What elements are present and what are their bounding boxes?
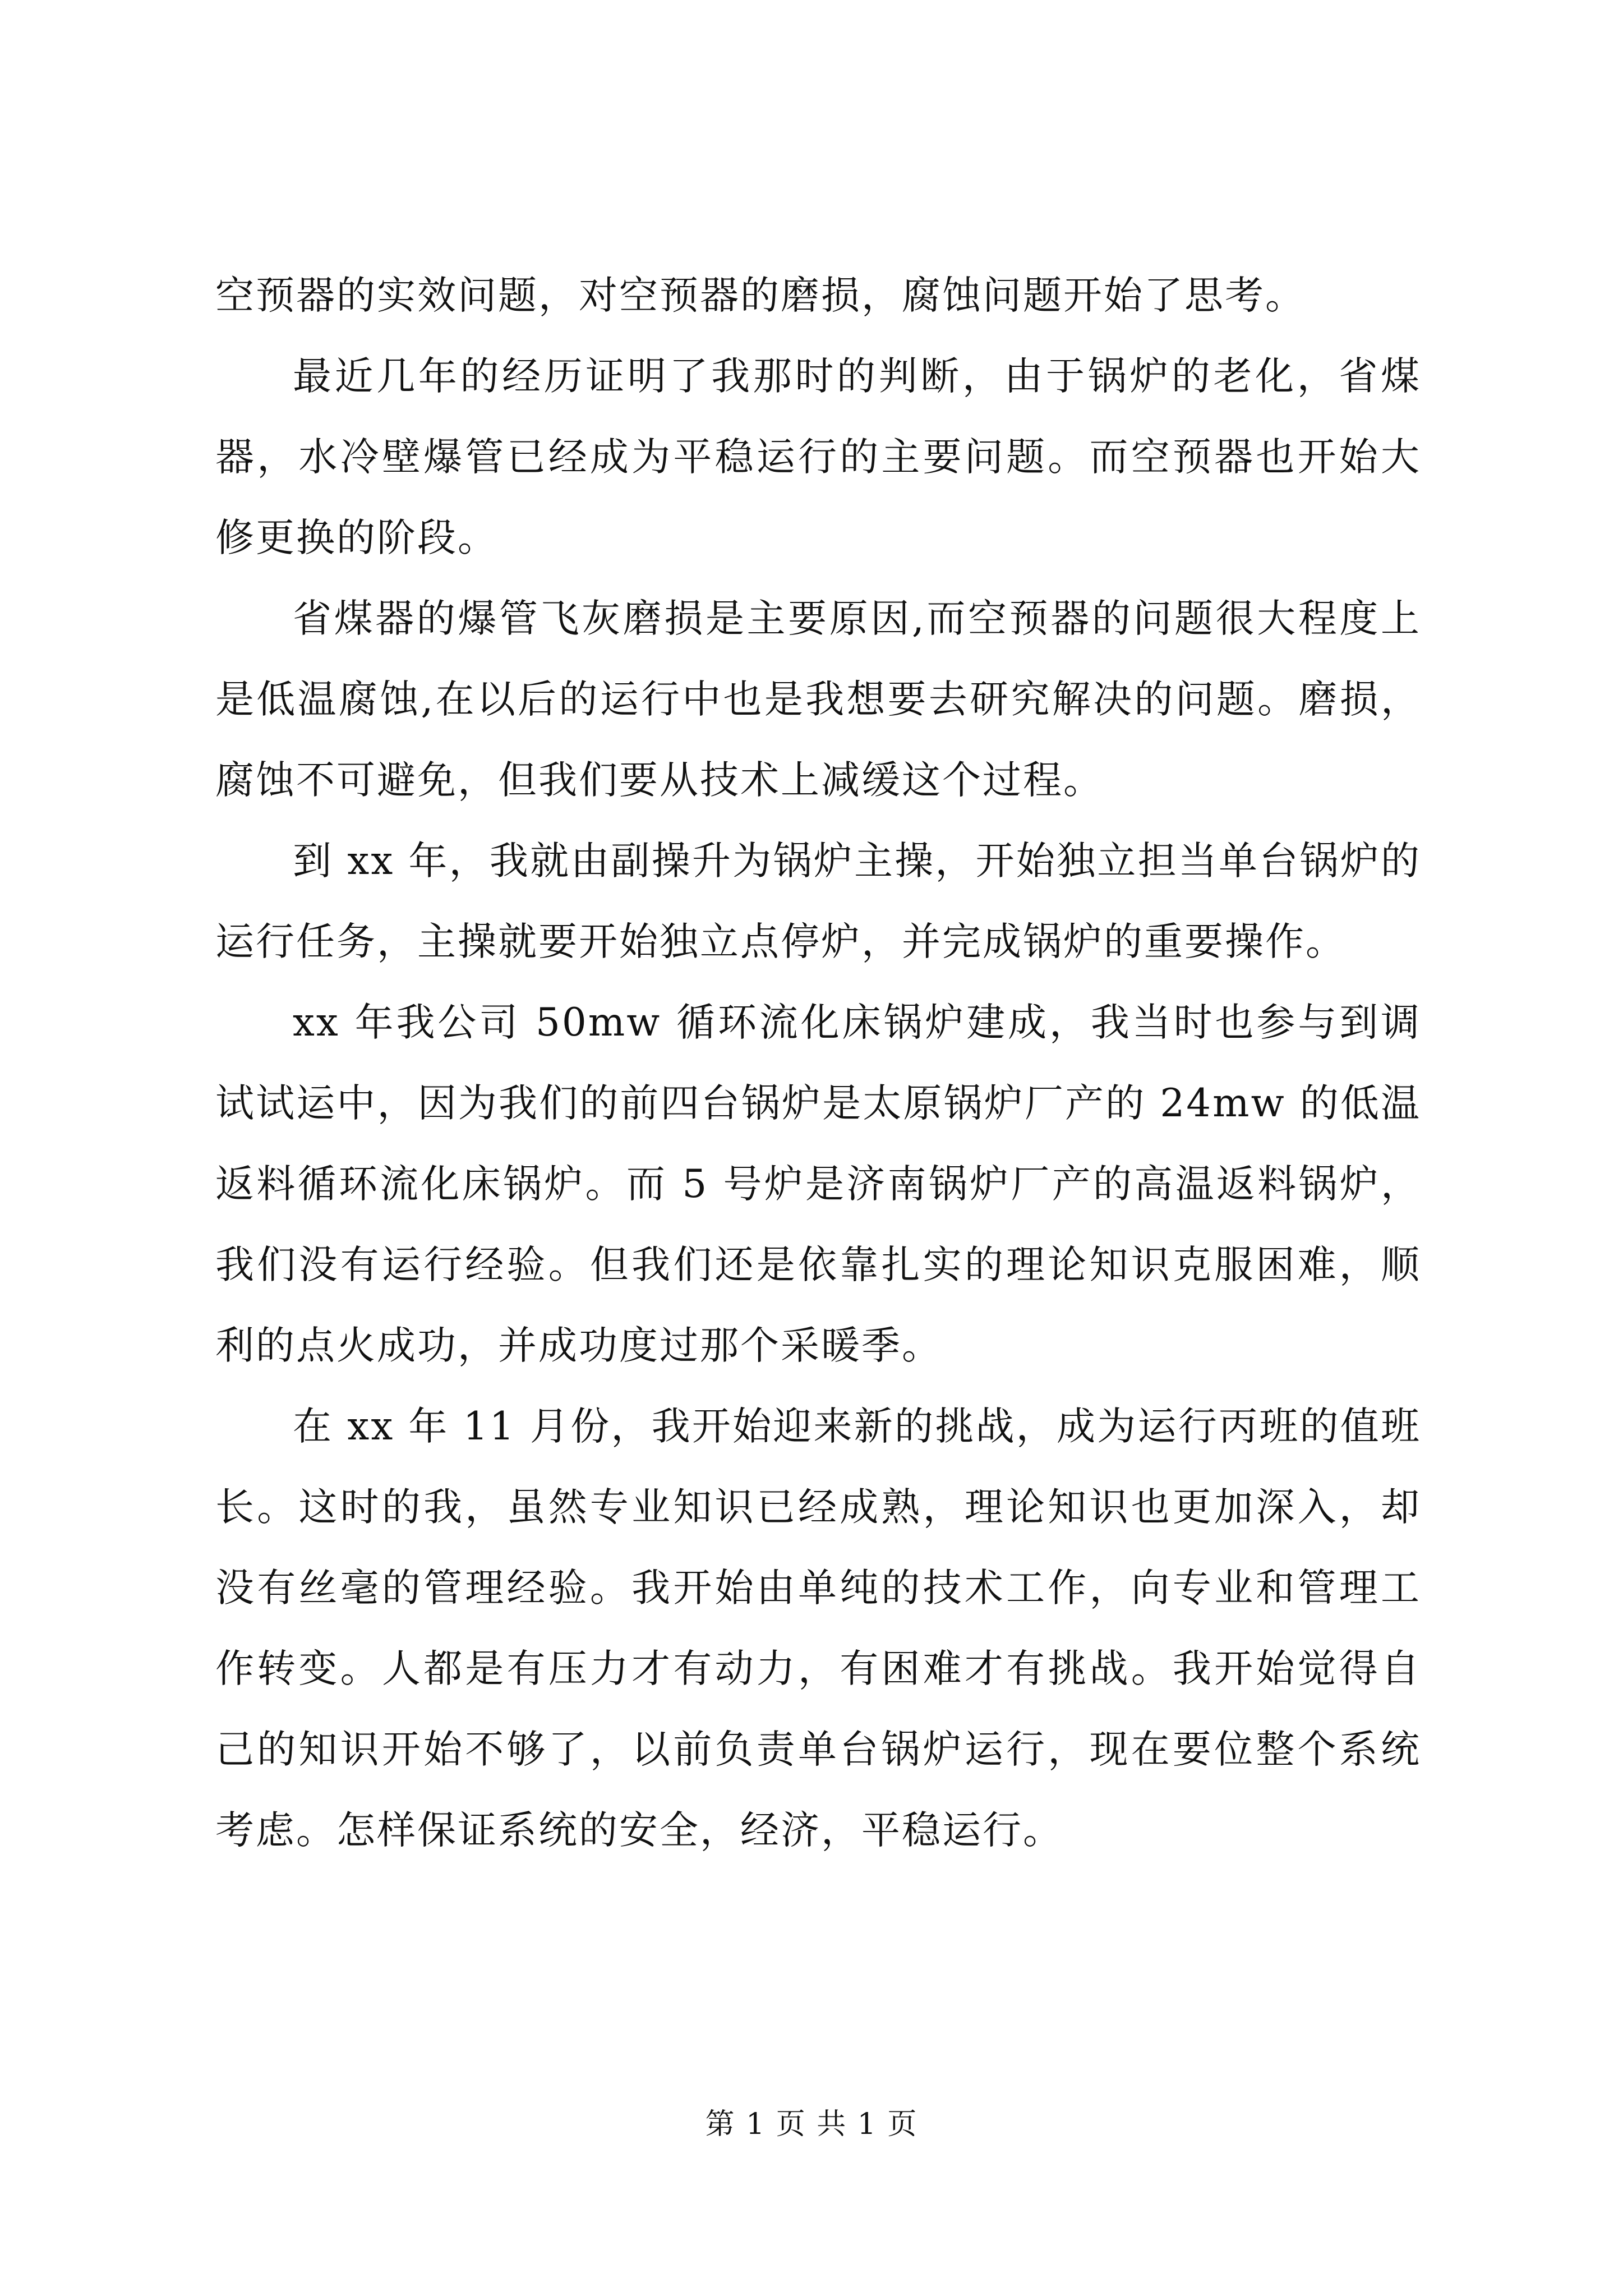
- paragraph-6: 在 xx 年 11 月份，我开始迎来新的挑战，成为运行丙班的值班长。这时的我，虽然专业知识已经成熟，理论知识也更加深入，却没有丝毫的管理经验。我开始由单纯的技术工作，向专业和管理工作转变。人都是有压力才有动力，有困难才有挑战。我开始觉得自己的知识开始不够了，以前负责单台锅炉运行，现在要位整个系统考虑。怎样保证系统的安全，经济，平稳运行。: [215, 1404, 1421, 1853]
- document-body: [215, 255, 1421, 1871]
- page-footer: 第 1 页 共 1 页: [705, 2108, 918, 2141]
- paragraph-1: 空预器的实效问题，对空预器的磨损，腐蚀问题开始了思考。: [215, 273, 1306, 318]
- paragraph-3: 省煤器的爆管飞灰磨损是主要原因,而空预器的问题很大程度上是低温腐蚀,在以后的运行中也是我想要去研究解决的问题。磨损，腐蚀不可避免，但我们要从技术上减缓这个过程。: [215, 596, 1421, 803]
- paragraph-5: xx 年我公司 50mw 循环流化床锅炉建成，我当时也参与到调试试运中，因为我们的前四台锅炉是太原锅炉厂产的 24mw 的低温返料循环流化床锅炉。而 5 号炉是济南锅炉厂产的高温返料锅炉，我们没有运行经验。但我们还是依靠扎实的理论知识克服困难，顺利的点火成功，并成功度过那个采暖季。: [215, 1000, 1421, 1368]
- paragraph-2: 最近几年的经历证明了我那时的判断，由于锅炉的老化，省煤器，水冷壁爆管已经成为平稳运行的主要问题。而空预器也开始大修更换的阶段。: [215, 354, 1421, 560]
- paragraph-4: 到 xx 年，我就由副操升为锅炉主操，开始独立担当单台锅炉的运行任务，主操就要开始独立点停炉，并完成锅炉的重要操作。: [215, 839, 1421, 964]
